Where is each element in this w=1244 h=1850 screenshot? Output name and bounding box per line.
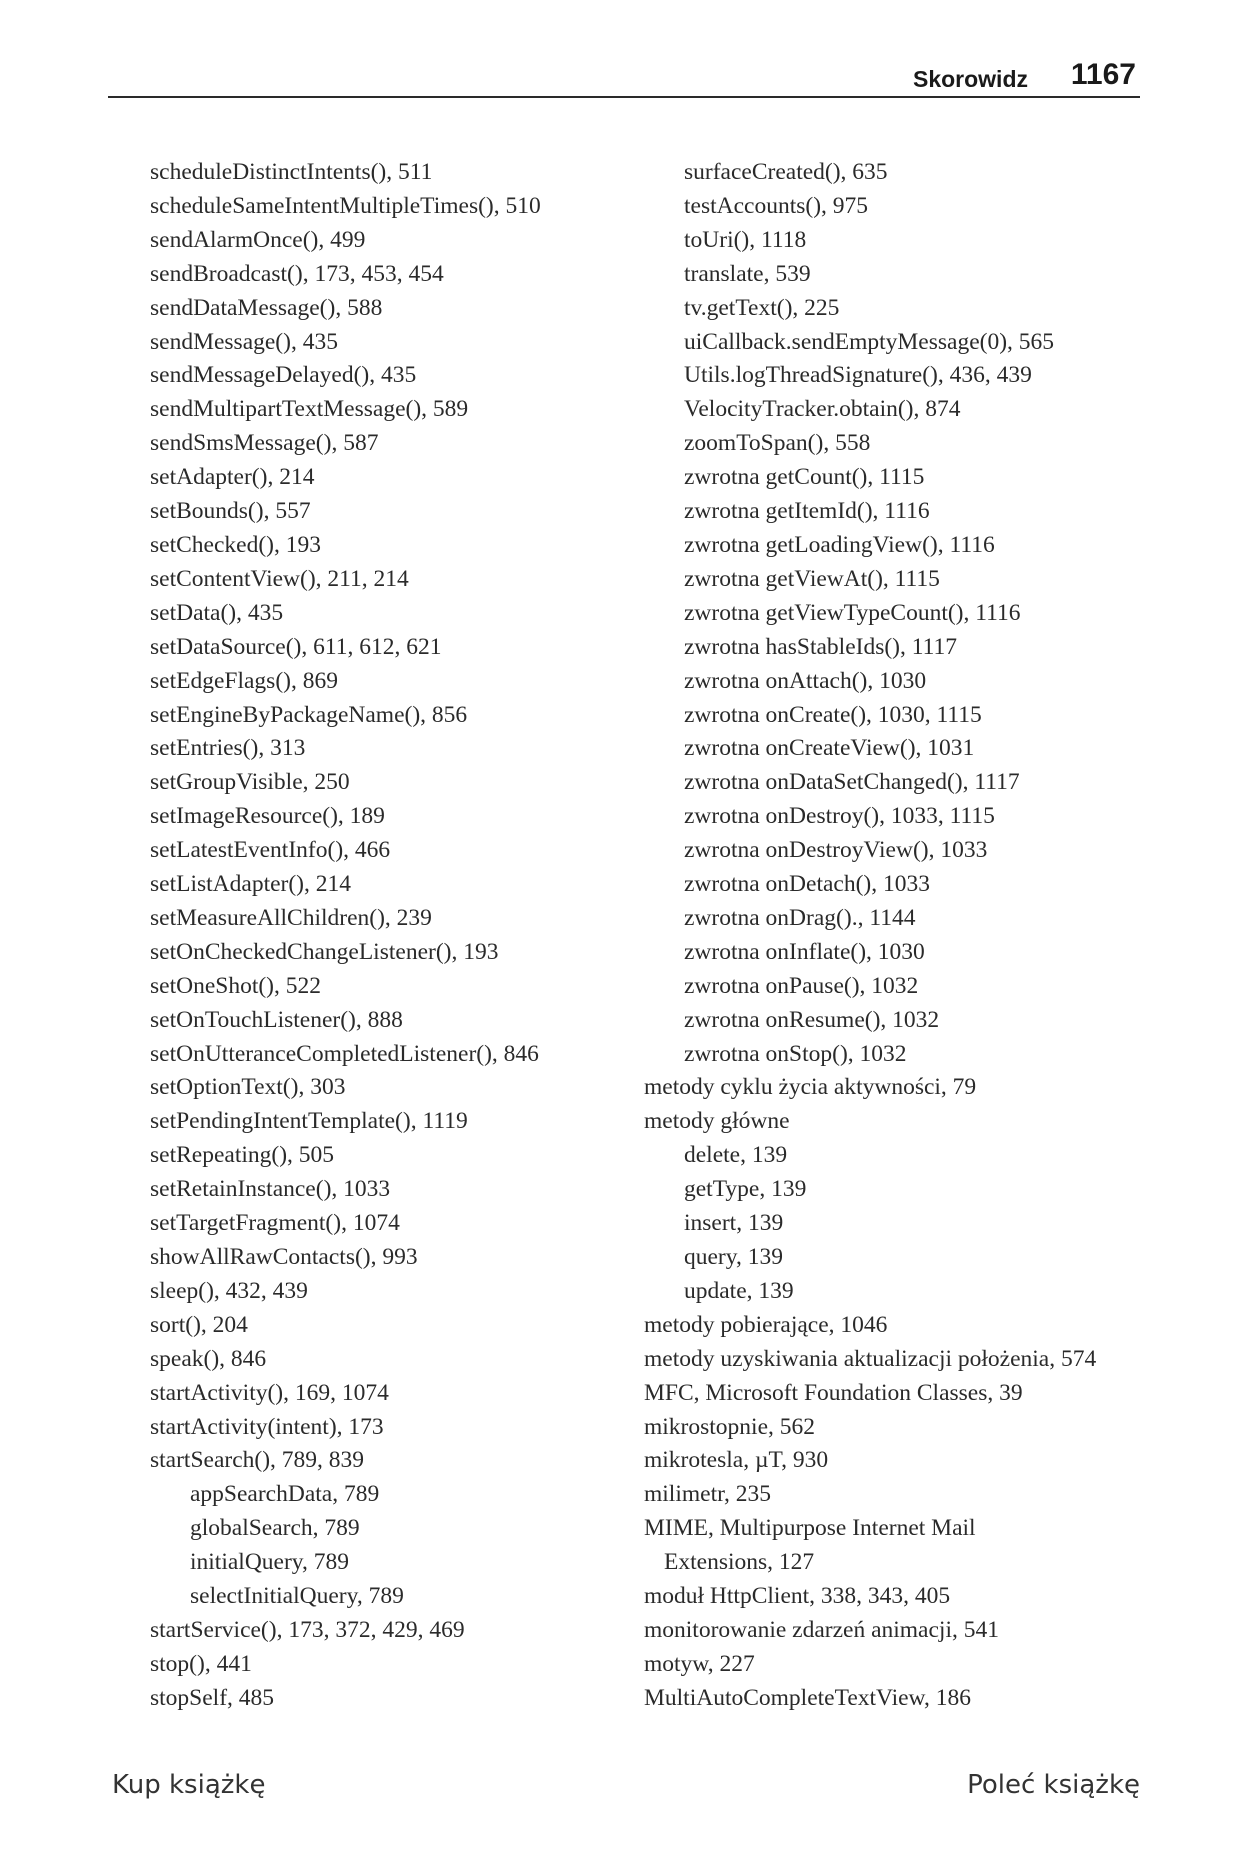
index-entry: sendBroadcast(), 173, 453, 454 [150,260,444,287]
index-subentry: testAccounts(), 975 [684,192,869,219]
index-subentry: insert, 139 [684,1210,784,1237]
index-subentry: selectInitialQuery, 789 [190,1583,404,1610]
index-entry: monitorowanie zdarzeń animacji, 541 [644,1616,999,1643]
index-entry: setMeasureAllChildren(), 239 [150,904,432,931]
index-entry: setContentView(), 211, 214 [150,565,409,592]
index-entry: stopSelf, 485 [150,1684,275,1711]
index-entry: sendSmsMessage(), 587 [150,430,379,457]
index-entry: setEngineByPackageName(), 856 [150,701,468,728]
index-entry: metody główne [644,1108,790,1135]
index-subentry: zwrotna getViewAt(), 1115 [684,565,940,592]
index-entry: startSearch(), 789, 839 [150,1447,365,1474]
index-entry: sleep(), 432, 439 [150,1277,308,1304]
index-subentry: delete, 139 [684,1142,788,1169]
index-subentry: zwrotna onPause(), 1032 [684,972,919,999]
index-entry: setRepeating(), 505 [150,1142,335,1169]
index-entry: setChecked(), 193 [150,531,321,558]
section-title: Skorowidz [912,66,1028,92]
index-subentry: zwrotna onDestroy(), 1033, 1115 [684,803,995,830]
index-entry: setOnCheckedChangeListener(), 193 [150,938,499,965]
index-entry: sendDataMessage(), 588 [150,294,383,321]
page-header [108,56,1140,96]
index-entry: setLatestEventInfo(), 466 [150,837,391,864]
index-subentry: zwrotna getCount(), 1115 [684,464,925,491]
index-subentry: getType, 139 [684,1176,807,1203]
index-entry: metody uzyskiwania aktualizacji położenia, 574 [644,1345,1097,1372]
index-entry: setPendingIntentTemplate(), 1119 [150,1108,468,1135]
index-entry: metody pobierające, 1046 [644,1311,888,1338]
index-entry: MIME, Multipurpose Internet Mail [644,1515,976,1542]
index-column-right [644,156,1144,1716]
index-entry: milimetr, 235 [644,1481,771,1508]
index-entry: mikrotesla, µT, 930 [644,1447,829,1474]
index-entry: setData(), 435 [150,599,284,626]
index-entry: sendMessageDelayed(), 435 [150,362,417,389]
index-subentry: initialQuery, 789 [190,1549,350,1576]
index-subentry: tv.getText(), 225 [684,294,840,321]
index-subentry: globalSearch, 789 [190,1515,360,1542]
index-entry: MFC, Microsoft Foundation Classes, 39 [644,1379,1023,1406]
index-subentry: zwrotna onDrag()., 1144 [684,904,916,931]
buy-book-link[interactable]: Kup książkę [112,1770,266,1800]
index-entry: startActivity(intent), 173 [150,1413,384,1440]
index-entry: speak(), 846 [150,1345,267,1372]
index-entry: setRetainInstance(), 1033 [150,1176,391,1203]
index-column-left [150,156,620,1716]
index-subentry: zwrotna getViewTypeCount(), 1116 [684,599,1021,626]
index-subentry: zwrotna onAttach(), 1030 [684,667,927,694]
index-subentry: Utils.logThreadSignature(), 436, 439 [684,362,1032,389]
index-subentry: zwrotna onDetach(), 1033 [684,871,931,898]
index-entry: sendMessage(), 435 [150,328,338,355]
page-number: 1167 [1070,58,1136,91]
index-entry: setOneShot(), 522 [150,972,322,999]
index-entry: moduł HttpClient, 338, 343, 405 [644,1583,951,1610]
index-entry: sendAlarmOnce(), 499 [150,226,366,253]
index-subentry: translate, 539 [684,260,811,287]
index-entry: setImageResource(), 189 [150,803,385,830]
index-entry: startActivity(), 169, 1074 [150,1379,389,1406]
index-entry: setGroupVisible, 250 [150,769,350,796]
index-entry: MultiAutoCompleteTextView, 186 [644,1684,971,1711]
index-subentry: zwrotna getLoadingView(), 1116 [684,531,995,558]
index-subentry: zwrotna onCreateView(), 1031 [684,735,975,762]
index-entry: sort(), 204 [150,1311,248,1338]
index-entry: setBounds(), 557 [150,498,311,525]
index-subentry: zwrotna onStop(), 1032 [684,1040,907,1067]
index-subentry: toUri(), 1118 [684,226,807,253]
recommend-book-link[interactable]: Poleć książkę [967,1770,1140,1800]
index-entry: scheduleSameIntentMultipleTimes(), 510 [150,192,541,219]
index-entry: setAdapter(), 214 [150,464,315,491]
index-subentry: zwrotna onDestroyView(), 1033 [684,837,988,864]
index-subentry: surfaceCreated(), 635 [684,159,888,185]
index-subentry: update, 139 [684,1277,794,1304]
index-subentry: zwrotna onInflate(), 1030 [684,938,925,965]
index-entry: scheduleDistinctIntents(), 511 [150,159,433,185]
index-subentry: zwrotna onResume(), 1032 [684,1006,940,1033]
header-rule [108,96,1140,98]
index-entry: setOnTouchListener(), 888 [150,1006,403,1033]
index-entry: setEdgeFlags(), 869 [150,667,338,694]
index-entry: sendMultipartTextMessage(), 589 [150,396,469,423]
index-entry: setOptionText(), 303 [150,1074,346,1101]
index-subentry: zwrotna onDataSetChanged(), 1117 [684,769,1020,796]
index-subentry: query, 139 [684,1244,783,1270]
index-subentry: uiCallback.sendEmptyMessage(0), 565 [684,328,1055,355]
index-entry: startService(), 173, 372, 429, 469 [150,1616,465,1643]
index-entry: setOnUtteranceCompletedListener(), 846 [150,1040,539,1067]
index-entry: setTargetFragment(), 1074 [150,1210,400,1237]
index-subentry: zwrotna hasStableIds(), 1117 [684,633,958,660]
index-subentry: zwrotna getItemId(), 1116 [684,498,930,525]
index-entry: setEntries(), 313 [150,735,306,762]
index-subentry: zoomToSpan(), 558 [684,430,871,457]
index-subentry: appSearchData, 789 [190,1481,380,1508]
index-entry: Extensions, 127 [664,1549,815,1576]
index-subentry: VelocityTracker.obtain(), 874 [684,396,961,423]
index-entry: stop(), 441 [150,1650,252,1677]
index-subentry: zwrotna onCreate(), 1030, 1115 [684,701,982,728]
index-entry: mikrostopnie, 562 [644,1413,816,1440]
index-entry: setListAdapter(), 214 [150,871,352,898]
index-entry: motyw, 227 [644,1650,755,1677]
index-entry: setDataSource(), 611, 612, 621 [150,633,442,660]
index-entry: showAllRawContacts(), 993 [150,1244,418,1270]
index-entry: metody cyklu życia aktywności, 79 [644,1074,977,1101]
